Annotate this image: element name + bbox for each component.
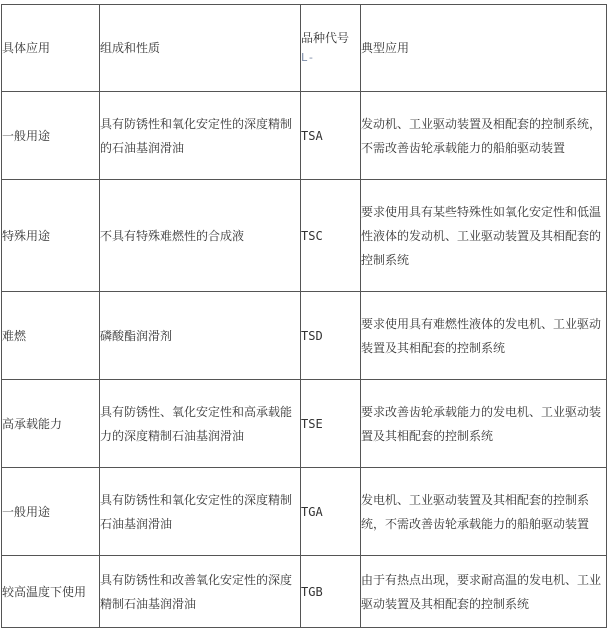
cell-application: 较高温度下使用 — [2, 556, 100, 628]
table-row — [2, 556, 607, 628]
cell-code: TSE — [301, 380, 361, 468]
header-code-line1: 品种代号 — [301, 31, 350, 45]
cell-typical-use: 由于有热点出现，要求耐高温的发电机、工业驱动装置及其相配套的控制系统 — [361, 556, 607, 628]
cell-code: TSA — [301, 92, 361, 180]
cell-application: 特殊用途 — [2, 180, 100, 292]
header-code-line2: L- — [301, 51, 315, 64]
cell-composition: 磷酸酯润滑剂 — [100, 292, 301, 380]
cell-code: TSC — [301, 180, 361, 292]
header-typical-use: 典型应用 — [361, 5, 607, 92]
cell-typical-use: 要求使用具有某些特殊性如氧化安定性和低温性液体的发动机、工业驱动装置及其相配套的控制系统 — [361, 180, 607, 292]
table-row — [2, 180, 607, 292]
cell-code: TGA — [301, 468, 361, 556]
cell-code: TSD — [301, 292, 361, 380]
cell-application: 难燃 — [2, 292, 100, 380]
table-row — [2, 468, 607, 556]
cell-composition: 不具有特殊难燃性的合成液 — [100, 180, 301, 292]
header-row — [2, 5, 607, 92]
cell-typical-use: 发动机、工业驱动装置及相配套的控制系统，不需改善齿轮承载能力的船舶驱动装置 — [361, 92, 607, 180]
cell-code: TGB — [301, 556, 361, 628]
cell-application: 一般用途 — [2, 92, 100, 180]
cell-application: 一般用途 — [2, 468, 100, 556]
cell-typical-use: 要求使用具有难燃性液体的发电机、工业驱动装置及其相配套的控制系统 — [361, 292, 607, 380]
header-code — [301, 5, 361, 92]
cell-composition: 具有防锈性和氧化安定性的深度精制的石油基润滑油 — [100, 92, 301, 180]
table-row — [2, 92, 607, 180]
turbine-oil-spec-table — [1, 4, 607, 628]
table-row — [2, 292, 607, 380]
cell-typical-use: 发电机、工业驱动装置及其相配套的控制系统，不需改善齿轮承载能力的船舶驱动装置 — [361, 468, 607, 556]
cell-composition: 具有防锈性和改善氧化安定性的深度精制石油基润滑油 — [100, 556, 301, 628]
cell-composition: 具有防锈性和氧化安定性的深度精制石油基润滑油 — [100, 468, 301, 556]
table-row — [2, 380, 607, 468]
cell-composition: 具有防锈性、氧化安定性和高承载能力的深度精制石油基润滑油 — [100, 380, 301, 468]
header-application: 具体应用 — [2, 5, 100, 92]
cell-typical-use: 要求改善齿轮承载能力的发电机、工业驱动装置及其相配套的控制系统 — [361, 380, 607, 468]
header-composition: 组成和性质 — [100, 5, 301, 92]
cell-application: 高承载能力 — [2, 380, 100, 468]
